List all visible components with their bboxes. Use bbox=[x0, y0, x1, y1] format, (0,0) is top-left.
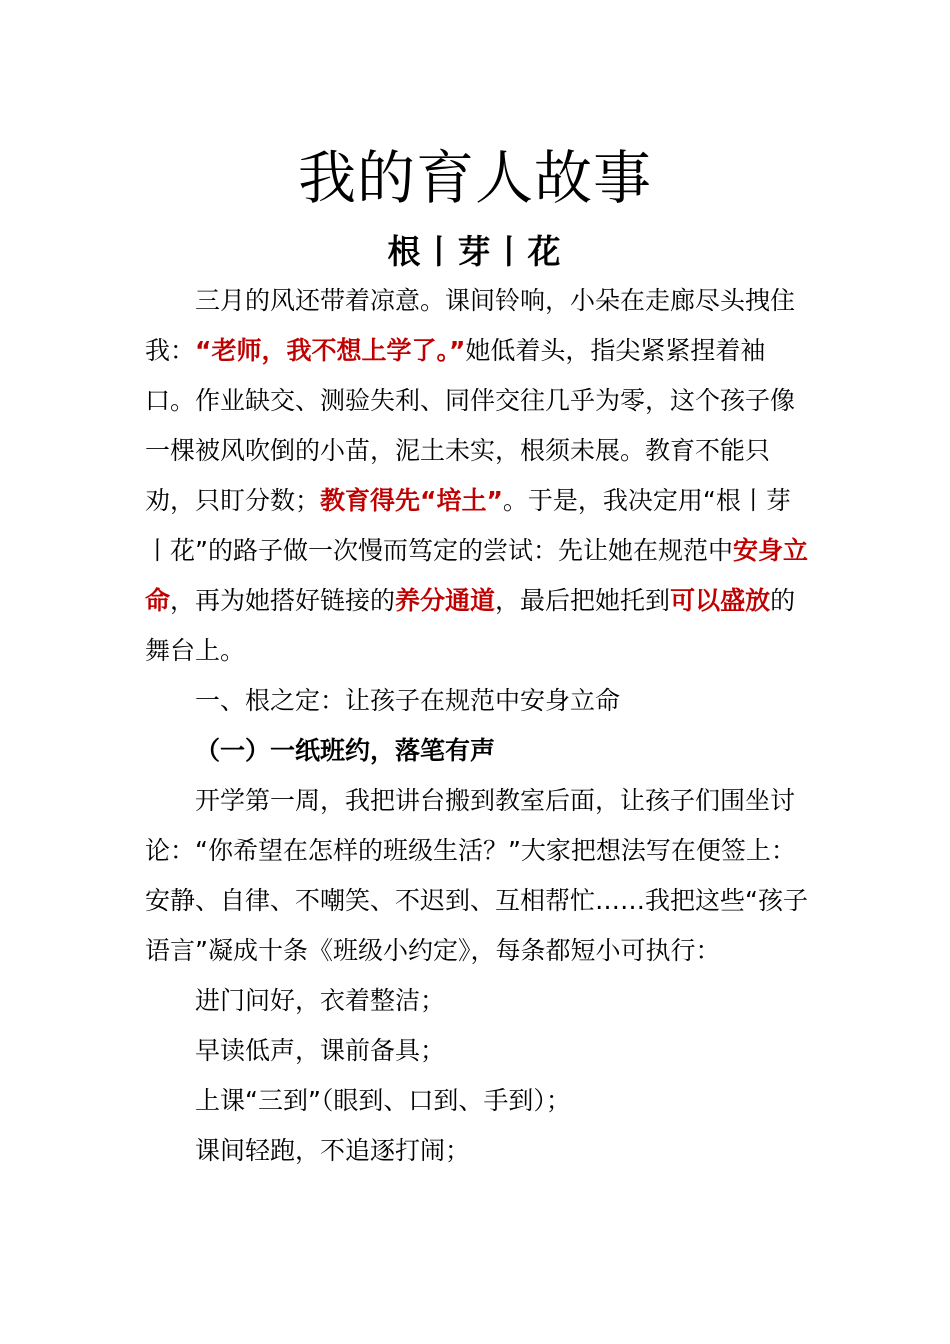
document-subtitle: 根丨芽丨花 bbox=[387, 232, 563, 271]
rule-item: 课间轻跑，不追逐打闹； bbox=[195, 1136, 471, 1165]
subsection-heading: （一）一纸班约，落笔有声 bbox=[195, 736, 496, 765]
intro-paragraph bbox=[145, 276, 810, 676]
intro-quote: “老师，我不想上学了。” bbox=[195, 336, 466, 365]
section-heading: 一、根之定：让孩子在规范中安身立命 bbox=[195, 686, 621, 715]
intro-text-2: 她低着头，指尖紧紧捏着袖口。作业缺交、测验失利、同伴交往几乎为零，这个孩子像一棵被风吹倒的小苗，泥土未实，根须未展。教育不能只劝，只盯分数； bbox=[145, 336, 796, 515]
rule-item: 上课“三到”（眼到、口到、手到）； bbox=[195, 1086, 571, 1115]
intro-text-1: 三月的风还带着凉意。课间铃响，小朵在走廊尽头拽住我： bbox=[145, 286, 796, 365]
rule-item: 进门问好，衣着整洁； bbox=[195, 986, 446, 1015]
document-title: 我的育人故事 bbox=[297, 144, 652, 212]
document-body bbox=[145, 276, 810, 1176]
intro-emphasis-3: 养分通道 bbox=[395, 586, 496, 615]
intro-text-3: 。于是，我决定用“根丨芽丨花”的路子做一次慢而笃定的尝试：先让她在规范中 bbox=[145, 486, 791, 565]
intro-text-6: 的舞台上。 bbox=[145, 586, 796, 665]
rule-item: 早读低声，课前备具； bbox=[195, 1036, 446, 1065]
intro-emphasis-2: 安身立命 bbox=[145, 536, 808, 615]
intro-text-4: ，再为她搭好链接的 bbox=[170, 586, 396, 615]
body-paragraph: 开学第一周，我把讲台搬到教室后面，让孩子们围坐讨论：“你希望在怎样的班级生活？”大家把想法写在便签上：安静、自律、不嘲笑、不迟到、互相帮忙……我把这些“孩子语言”凝成十条《班级小约定》，每条都短小可执行： bbox=[145, 786, 808, 965]
intro-emphasis-1: 教育得先“培土” bbox=[320, 486, 503, 515]
intro-emphasis-4: 可以盛放 bbox=[670, 586, 771, 615]
intro-text-5: ，最后把她托到 bbox=[495, 586, 671, 615]
